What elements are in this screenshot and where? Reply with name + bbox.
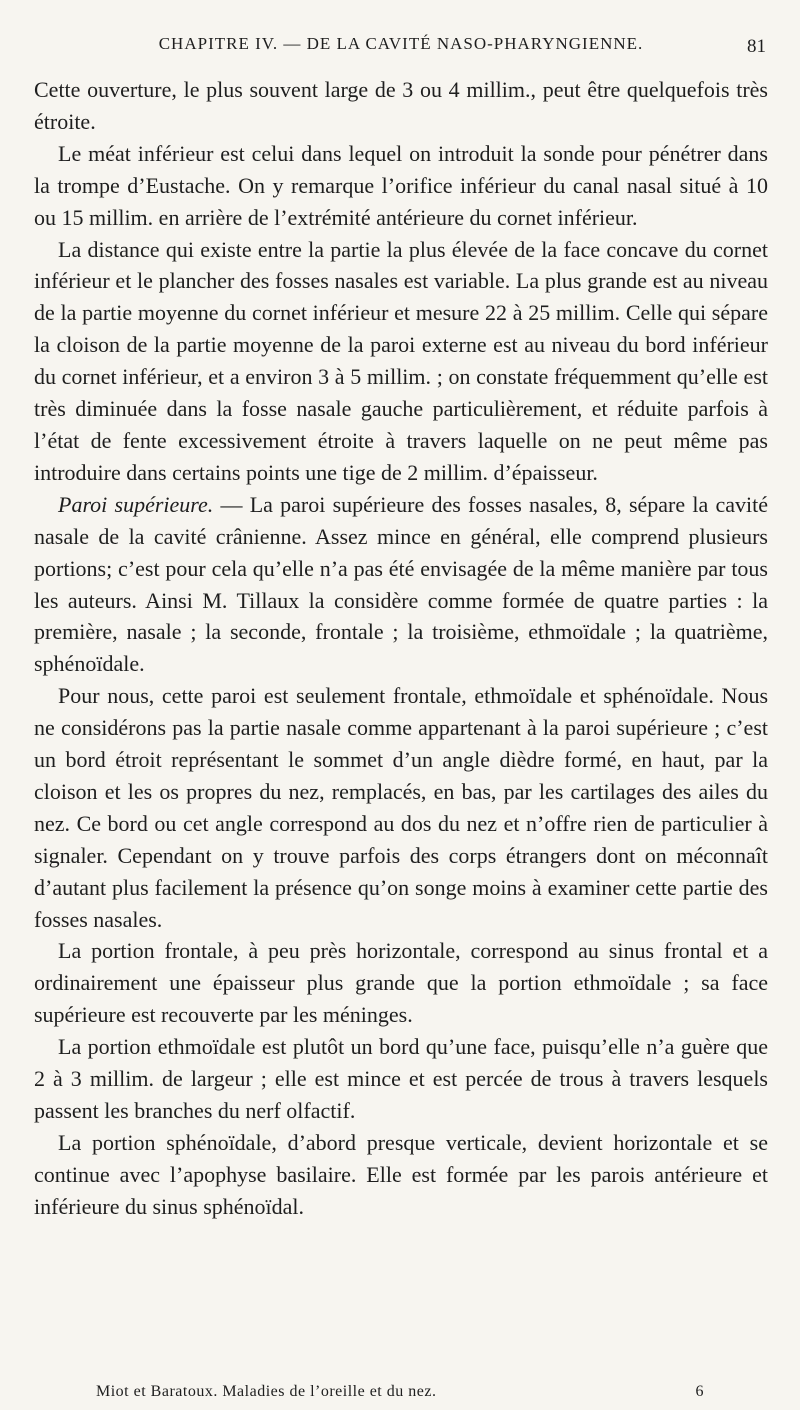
chapter-title: CHAPITRE IV. — DE LA CAVITÉ NASO-PHARYNGIENNE. xyxy=(158,34,644,53)
paragraph: La portion sphénoïdale, d’abord presque verticale, devient horizontale et se continue avec l’apophyse basilaire. Elle est formée par les parois antérieure et inférieure du sinus sphénoïdal. xyxy=(34,1129,768,1219)
body-text xyxy=(34,74,768,1223)
paragraph: La distance qui existe entre la partie la plus élevée de la face concave du cornet inférieur et le plancher des fosses nasales est variable. La plus grande est au niveau de la partie moyenne du cornet inférieur et mesure 22 à 25 millim. Celle qui sépare la cloison de la partie moyenne de la paroi externe est au niveau du bord inférieur du cornet inférieur, et a environ 3 à 5 millim. ; on constate fréquemment qu’elle est très diminuée dans la fosse nasale gauche particulièrement, et réduite parfois à l’état de fente excessivement étroite à travers laquelle on ne peut même pas introduire dans certains points une tige de 2 millim. d’épaisseur. xyxy=(34,236,768,485)
book-source: Miot et Baratoux. Maladies de l’oreille et du nez. xyxy=(96,1383,437,1400)
signature-mark: 6 xyxy=(695,1383,704,1400)
page-footer xyxy=(96,1383,704,1405)
paragraph: Le méat inférieur est celui dans lequel on introduit la sonde pour pénétrer dans la trompe d’Eustache. On y remarque l’orifice inférieur du canal nasal situé à 10 ou 15 millim. en arrière de l’extrémité antérieure du cornet inférieur. xyxy=(34,140,768,230)
paragraph: Pour nous, cette paroi est seulement frontale, ethmoïdale et sphénoïdale. Nous ne considérons pas la partie nasale comme appartenant à la paroi supérieure ; c’est un bord étroit représentant le sommet d’un angle dièdre formé, en haut, par la cloison et les os propres du nez, remplacés, en bas, par les cartilages des ailes du nez. Ce bord ou cet angle correspond au dos du nez et n’offre rien de particulier à signaler. Cependant on y trouve parfois des corps étrangers dont on méconnaît d’autant plus facilement la présence qu’on songe moins à examiner cette partie des fosses nasales. xyxy=(34,683,768,932)
paragraph: La portion frontale, à peu près horizontale, correspond au sinus frontal et a ordinairement une épaisseur plus grande que la portion ethmoïdale ; sa face supérieure est recouverte par les méninges. xyxy=(34,938,768,1028)
paragraph: Cette ouverture, le plus souvent large de 3 ou 4 millim., peut être quelquefois très étroite. xyxy=(34,77,768,134)
page-number: 81 xyxy=(747,36,766,57)
running-head xyxy=(34,30,768,66)
section-heading: Paroi supérieure. xyxy=(58,491,214,517)
paragraph-text: — La paroi supérieure des fosses nasales, 8, sépare la cavité nasale de la cavité crânienne. Assez mince en général, elle comprend plusieurs portions; c’est pour cela qu’elle n’a pas été envisagée de la même manière par tous les auteurs. Ainsi M. Tillaux la considère comme formée de quatre parties : la première, nasale ; la seconde, frontale ; la troisième, ethmoïdale ; la quatrième, sphénoïdale. xyxy=(34,491,768,677)
paragraph xyxy=(34,489,768,680)
paragraph: La portion ethmoïdale est plutôt un bord qu’une face, puisqu’elle n’a guère que 2 à 3 millim. de largeur ; elle est mince et est percée de trous à travers lesquels passent les branches du nerf olfactif. xyxy=(34,1034,768,1123)
